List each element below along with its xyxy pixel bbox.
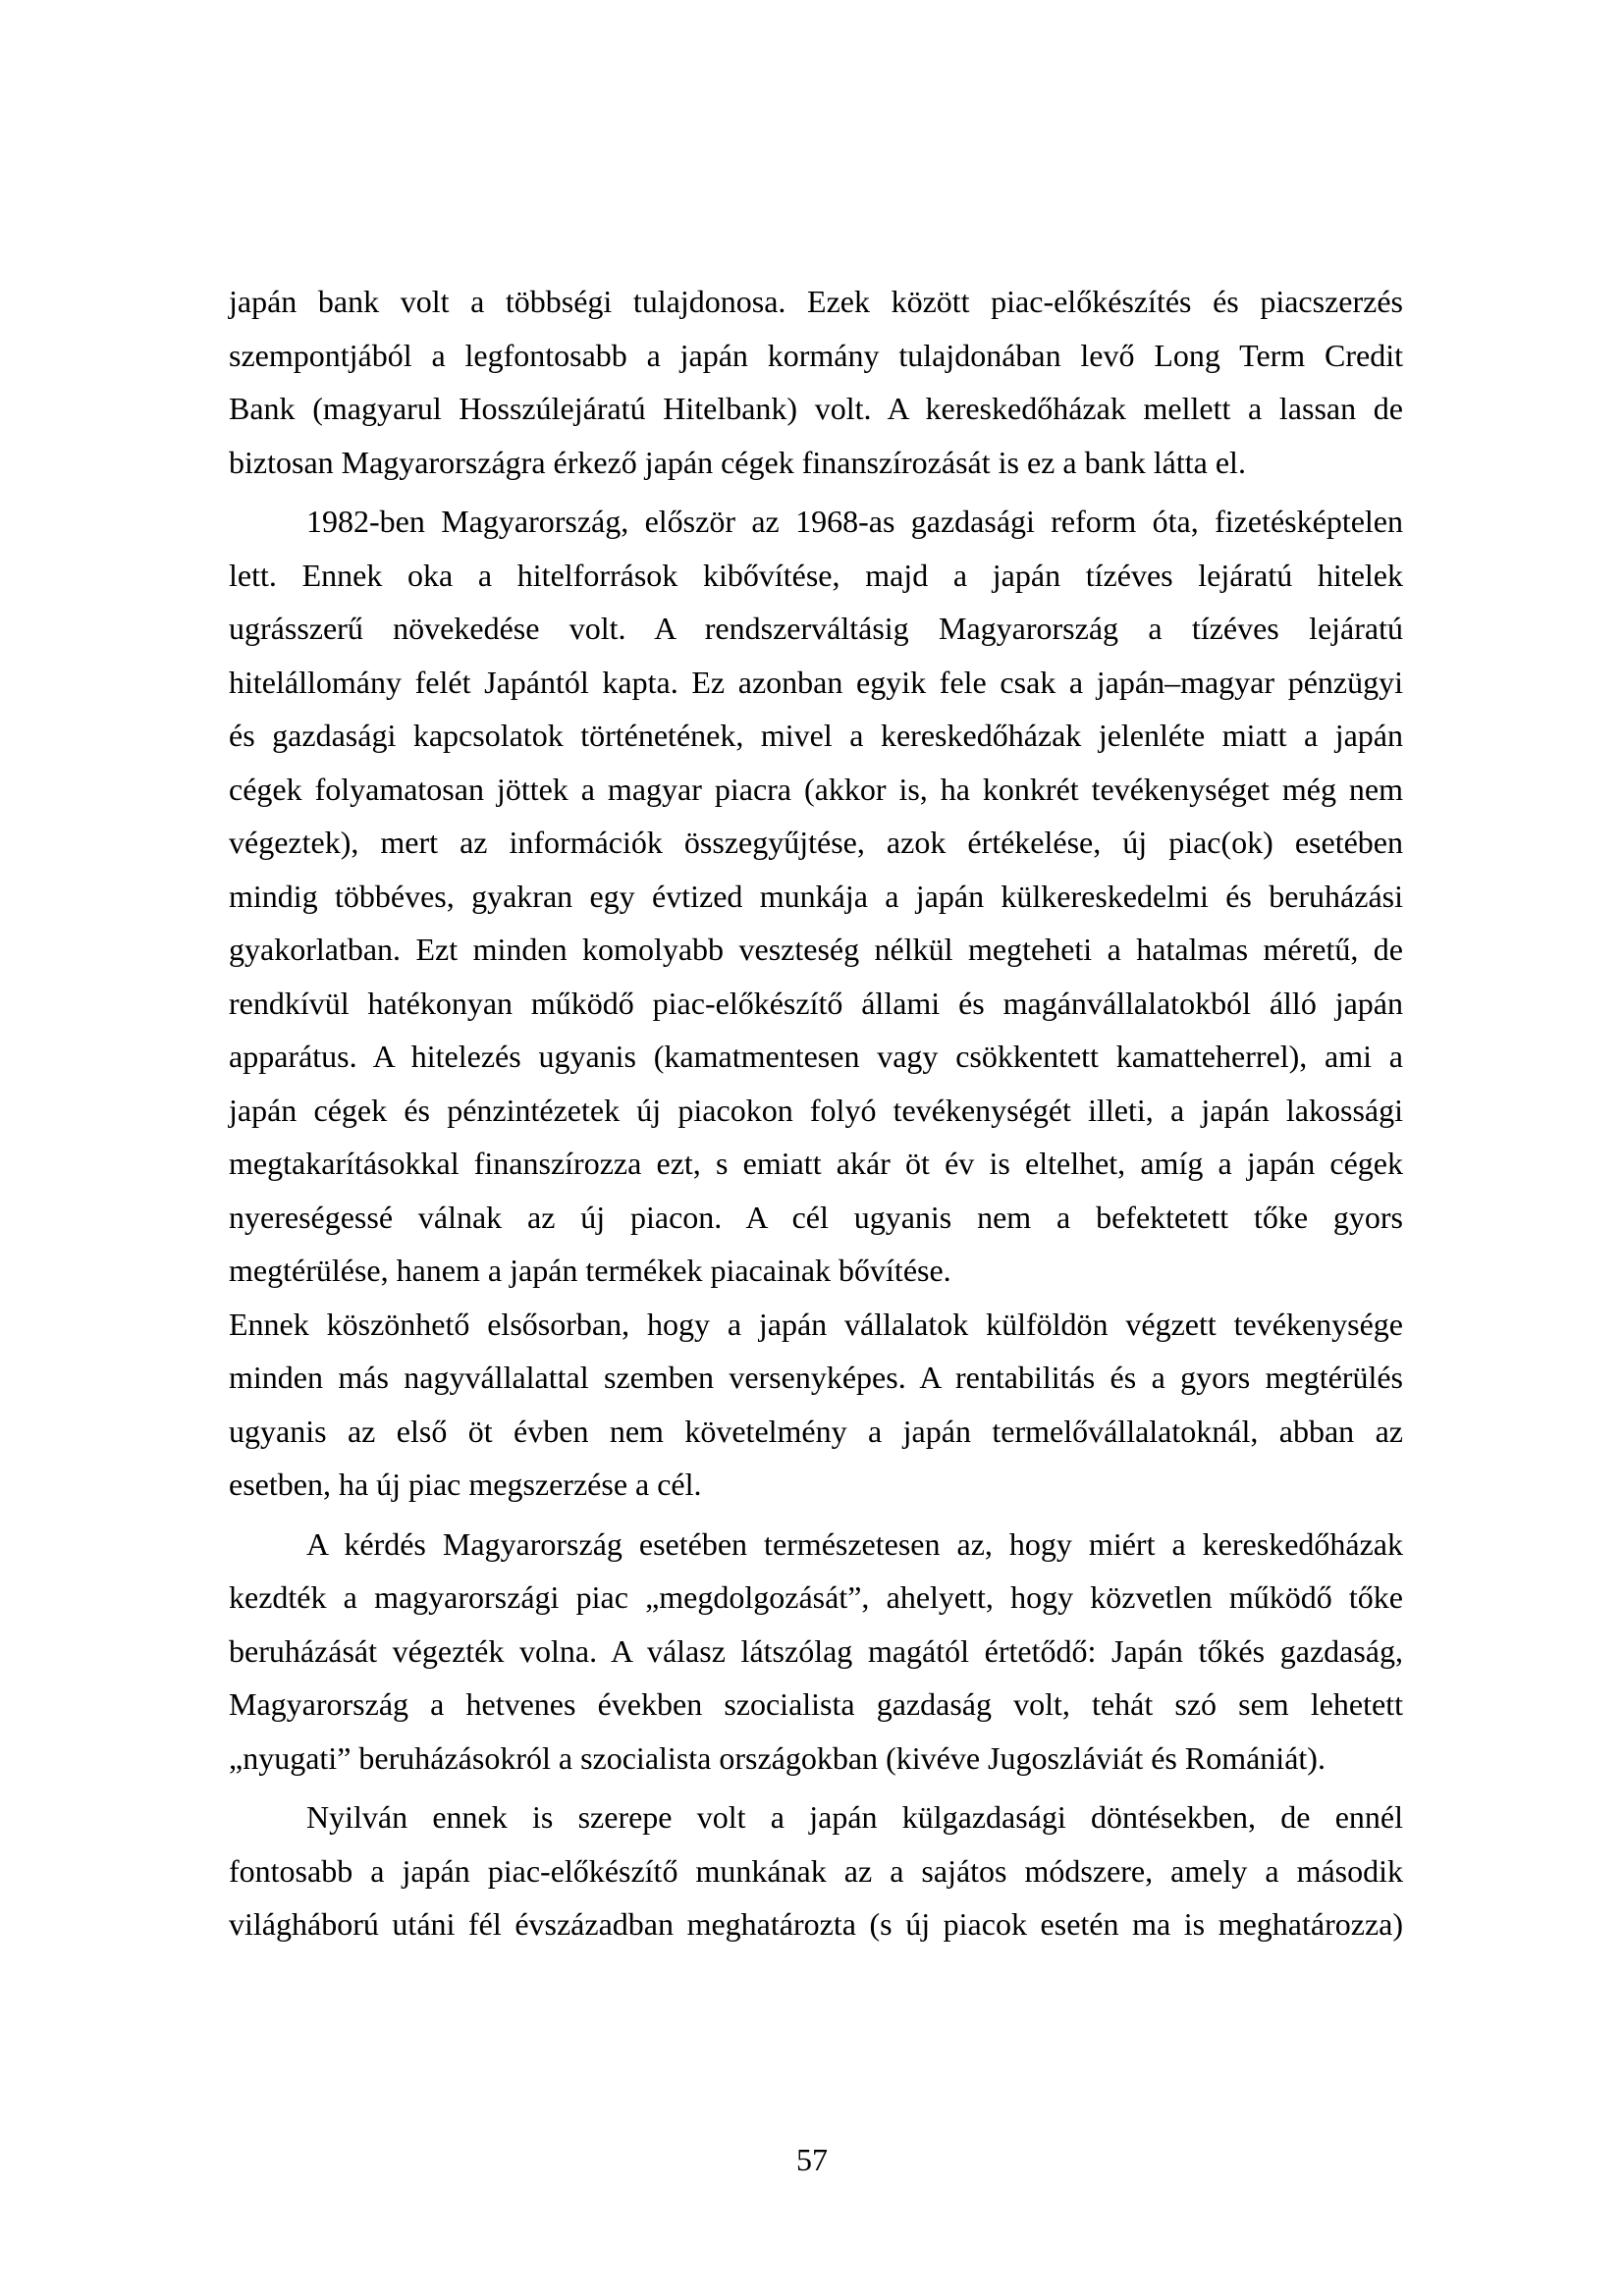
text-line: megtakarításokkal finanszírozza ezt, s emiatt akár öt év is eltelhet, amíg a japán cégek — [229, 1146, 1403, 1181]
text-line: japán bank volt a többségi tulajdonosa. Ezek között piac-előkészítés és piacszerzés — [229, 284, 1403, 319]
text-line: szempontjából a legfontosabb a japán kormány tulajdonában levő Long Term Credit — [229, 337, 1403, 373]
text-line: „nyugati” beruházásokról a szocialista országokban (kivéve Jugoszláviát és Romániát). — [229, 1739, 1326, 1776]
paragraph-4 — [229, 1518, 1403, 1786]
text-line: 1982-ben Magyarország, először az 1968-as gazdasági reform óta, fizetésképtelen — [306, 504, 1403, 539]
text-line: hitelállomány felét Japántól kapta. Ez azonban egyik fele csak a japán–magyar pénzügyi — [229, 664, 1403, 700]
text-line: beruházását végezték volna. A válasz látszólag magától értetődő: Japán tőkés gazdaság, — [229, 1632, 1403, 1669]
document-page-body — [229, 275, 1403, 1951]
text-line: biztosan Magyarországra érkező japán cégek finanszírozását is ez a bank látta el. — [229, 444, 1246, 480]
paragraph-5 — [229, 1790, 1403, 1951]
text-line: végeztek), mert az információk összegyűjtése, azok értékelése, új piac(ok) esetében — [229, 825, 1403, 860]
text-line: nyereségessé válnak az új piacon. A cél ugyanis nem a befektetett tőke gyors — [229, 1199, 1403, 1235]
text-line: ugrásszerű növekedése volt. A rendszerváltásig Magyarország a tízéves lejáratú — [229, 611, 1403, 646]
text-line: Bank (magyarul Hosszúlejáratú Hitelbank) volt. A kereskedőházak mellett a lassan de — [229, 391, 1403, 426]
text-line: esetben, ha új piac megszerzése a cél. — [229, 1467, 702, 1502]
text-line: japán cégek és pénzintézetek új piacokon folyó tevékenységét illeti, a japán lakossági — [229, 1092, 1403, 1128]
text-line: kezdték a magyarországi piac „megdolgozását”, ahelyett, hogy közvetlen működő tőke — [229, 1579, 1403, 1615]
text-line: rendkívül hatékonyan működő piac-előkészítő állami és magánvállalatokból álló japán — [229, 985, 1403, 1021]
text-line: Nyilván ennek is szerepe volt a japán külgazdasági döntésekben, de ennél — [306, 1799, 1403, 1835]
text-line: fontosabb a japán piac-előkészítő munkának az a sajátos módszere, amely a második — [229, 1852, 1403, 1889]
text-line: Magyarország a hetvenes években szocialista gazdaság volt, tehát szó sem lehetett — [229, 1686, 1403, 1722]
text-line: megtérülése, hanem a japán termékek piacainak bővítése. — [229, 1253, 951, 1288]
paragraph-3 — [229, 1298, 1403, 1512]
text-line: és gazdasági kapcsolatok történetének, mivel a kereskedőházak jelenléte miatt a japán — [229, 718, 1403, 753]
page-number: 57 — [796, 2142, 828, 2177]
text-line: lett. Ennek oka a hitelforrások kibővítése, majd a japán tízéves lejáratú hitelek — [229, 557, 1403, 593]
text-line: A kérdés Magyarország esetében természetesen az, hogy miért a kereskedőházak — [306, 1525, 1403, 1562]
text-line: gyakorlatban. Ezt minden komolyabb veszteség nélkül megteheti a hatalmas méretű, de — [229, 932, 1403, 967]
paragraph-1 — [229, 275, 1403, 489]
text-line: minden más nagyvállalattal szemben versenyképes. A rentabilitás és a gyors megtérülés — [229, 1360, 1403, 1395]
text-line: világháború utáni fél évszázadban meghatározta (s új piacok esetén ma is meghatározza) — [229, 1906, 1403, 1942]
text-line: cégek folyamatosan jöttek a magyar piacra (akkor is, ha konkrét tevékenységet még nem — [229, 771, 1403, 807]
paragraph-2 — [229, 495, 1403, 1298]
text-line: ugyanis az első öt évben nem követelmény a japán termelővállalatoknál, abban az — [229, 1413, 1403, 1449]
text-line: mindig többéves, gyakran egy évtized munkája a japán külkereskedelmi és beruházási — [229, 878, 1403, 914]
text-line: Ennek köszönhető elsősorban, hogy a japán vállalatok külföldön végzett tevékenysége — [229, 1306, 1403, 1342]
text-line: apparátus. A hitelezés ugyanis (kamatmentesen vagy csökkentett kamatteherrel), ami a — [229, 1039, 1403, 1074]
